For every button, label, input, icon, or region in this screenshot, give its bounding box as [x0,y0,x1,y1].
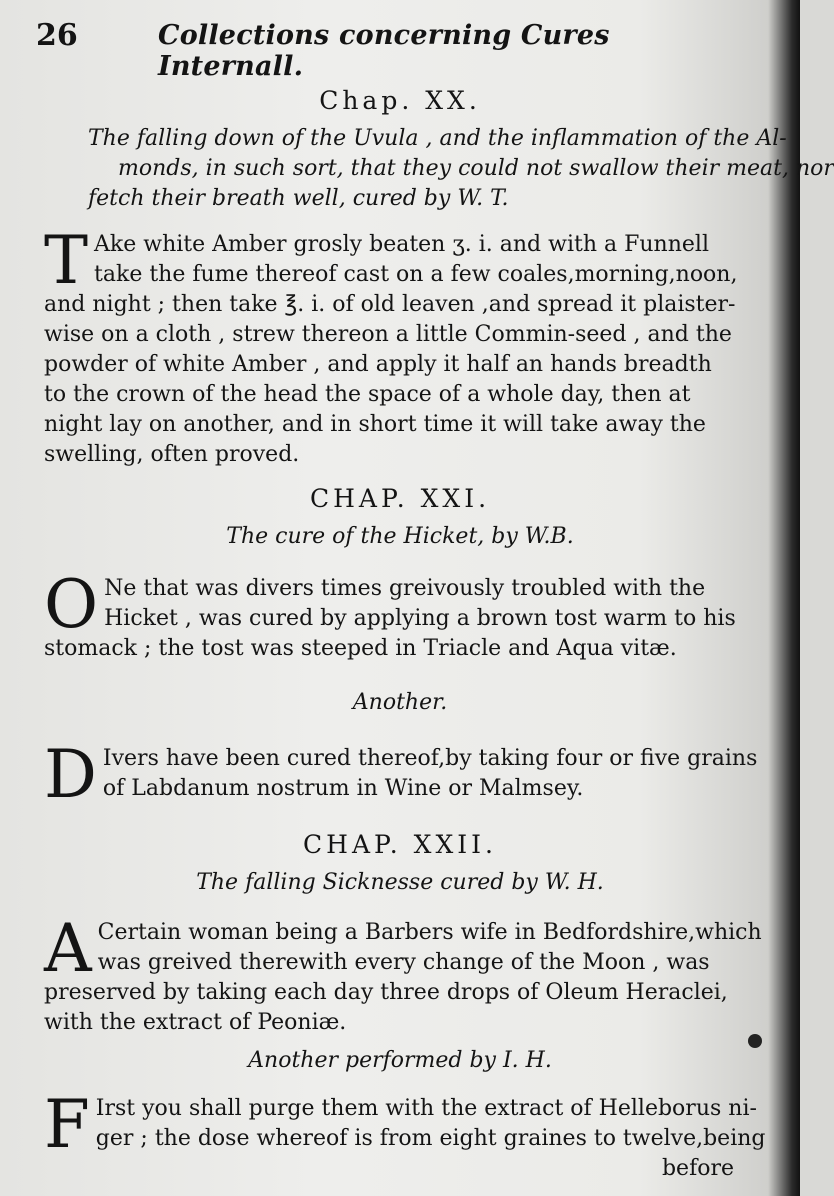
chapter-body [44,222,738,470]
running-title: Collections concerning Cures Internall. [158,20,610,82]
body-line: Hicket , was cured by applying a brown tost warm to his [104,606,736,631]
subtitle-line: fetch their breath well, cured by W. T. [88,186,509,211]
body-line: to the crown of the head the space of a whole day, then at [44,382,691,407]
drop-cap: O [44,566,99,643]
body-line: Ivers have been cured thereof,by taking four or five grains [102,746,758,771]
drop-cap: F [44,1086,90,1163]
chapter-subtitle [50,522,750,552]
chapter-body [44,1086,766,1184]
page-number: 26 [36,18,78,53]
body-line: stomack ; the tost was steeped in Triacle and Aqua vitæ. [44,636,677,661]
body-line: take the fume thereof cast on a few coales,morning,noon, [94,262,738,287]
chapter-heading: CHAP. XXII. [303,830,497,859]
chapter-subtitle [88,124,834,214]
drop-cap: A [44,910,92,987]
body-line: Irst you shall purge them with the extract of Helleborus ni- [95,1096,757,1121]
body-line: Ake white Amber grosly beaten ʒ. i. and with a Funnell [94,232,709,257]
body-line: night lay on another, and in short time it will take away the [44,412,706,437]
subtitle-line: The falling down of the Uvula , and the inflammation of the Al- [88,126,787,151]
body-line: Ne that was divers times greivously troubled with the [104,576,706,601]
body-line: ger ; the dose whereof is from eight graines to twelve,being [95,1126,766,1151]
subtitle-line: The falling Sicknesse cured by W. H. [196,870,604,895]
another-heading: Another. [352,690,448,715]
subtitle-line: monds, in such sort, that they could not swallow their meat, nor [118,156,834,181]
another-heading: Another performed by I. H. [248,1048,552,1073]
body-line: was greived therewith every change of the Moon , was [97,950,710,975]
body-line: preserved by taking each day three drops of Oleum Heraclei, [44,980,728,1005]
drop-cap: D [44,736,97,813]
chapter-body [44,566,736,664]
body-line: Certain woman being a Barbers wife in Bedfordshire,which [97,920,762,945]
body-line: of Labdanum nostrum in Wine or Malmsey. [102,776,584,801]
body-line: swelling, often proved. [44,442,300,467]
chapter-body [44,910,762,1038]
body-line: powder of white Amber , and apply it half an hands breadth [44,352,712,377]
chapter-heading: Chap. XX. [319,86,481,115]
ink-blot [748,1034,762,1048]
drop-cap: T [44,222,89,299]
chapter-body [44,736,758,813]
catchword: before [661,1156,734,1181]
subtitle-line: The cure of the Hicket, by W.B. [226,524,574,549]
body-line: and night ; then take ℥. i. of old leaven ,and spread it plaister- [44,292,736,317]
chapter-heading: CHAP. XXI. [309,484,491,513]
body-line: with the extract of Peoniæ. [44,1010,347,1035]
chapter-subtitle [50,868,750,898]
running-head [30,14,760,82]
body-line: wise on a cloth , strew thereon a little Commin-seed , and the [44,322,732,347]
